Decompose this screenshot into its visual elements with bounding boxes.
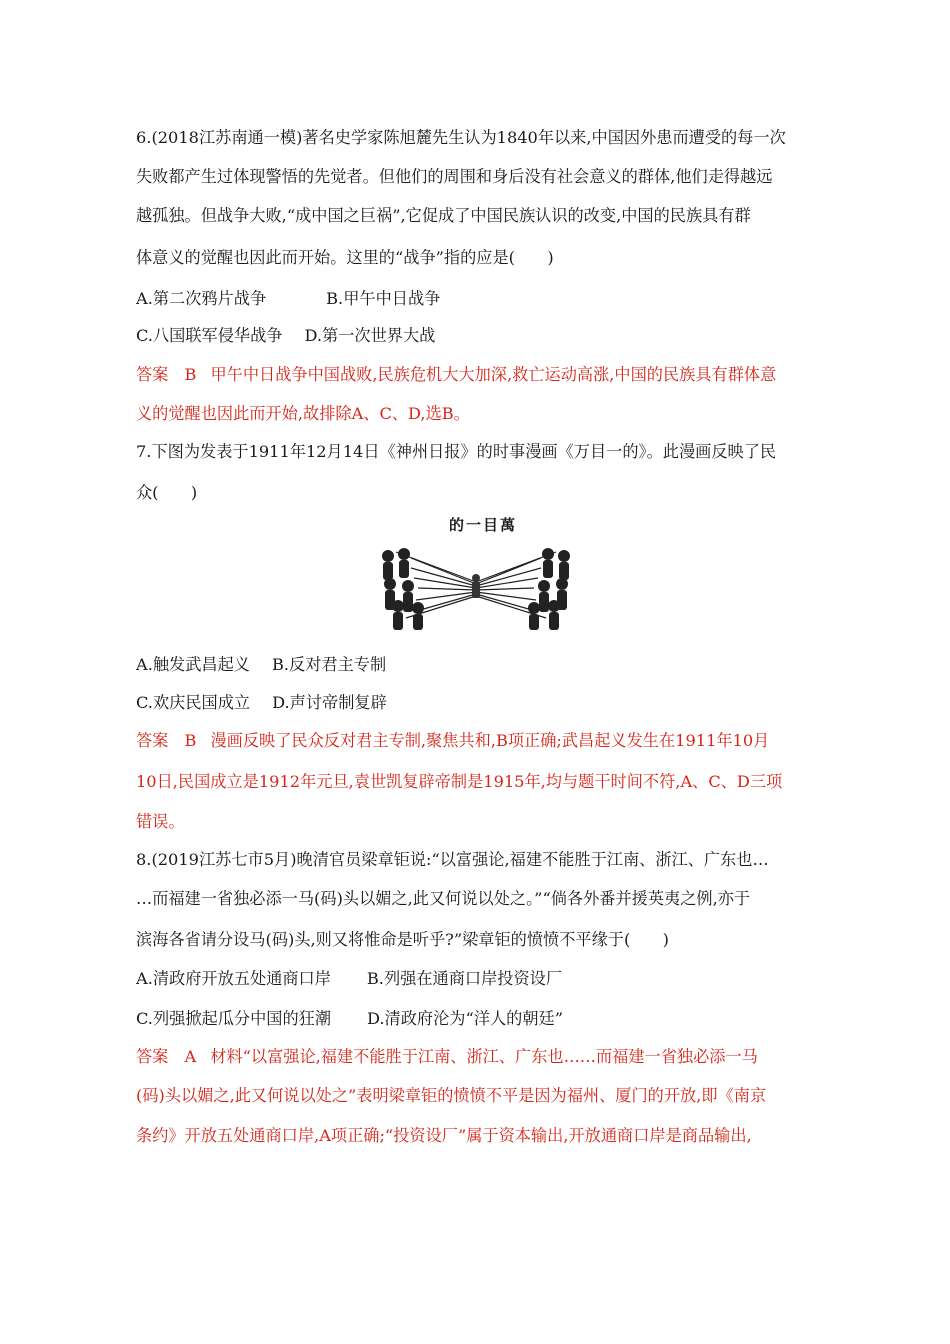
q6-option-a: A.第二次鸦片战争 [136, 289, 267, 308]
q8-option-a: A.清政府开放五处通商口岸 [136, 969, 331, 988]
q8-answer [136, 1047, 758, 1067]
q8-option-b: B.列强在通商口岸投资设厂 [366, 969, 563, 988]
q7-options-row [136, 693, 387, 713]
q8-options-row [136, 1009, 563, 1029]
answer-explanation: 漫画反映了民众反对君主专制,聚焦共和,B项正确;武昌起义发生在1911年10月 [210, 731, 770, 750]
q7-stem-line: 众( ) [136, 483, 198, 502]
q7-option-d: D.声讨帝制复辟 [272, 693, 387, 712]
q6-options-row [136, 326, 435, 346]
q7-answer-line: 错误。 [136, 812, 185, 831]
q8-stem-line: 8.(2019江苏七市5月)晚清官员梁章钜说:“以富强论,福建不能胜于江南、浙江、广东也… [136, 850, 769, 869]
q7-answer-line: 10日,民国成立是1912年元旦,袁世凯复辟帝制是1915年,均与题干时间不符,A、C、D三项 [136, 772, 783, 791]
q8-stem-line: 滨海各省请分设马(码)头,则又将惟命是听乎?”梁章钜的愤愤不平缘于( ) [136, 930, 669, 949]
q8-option-d: D.清政府沦为“洋人的朝廷” [367, 1009, 563, 1028]
q6-stem-line: 越孤独。但战争大败,“成中国之巨祸”,它促成了中国民族认识的改变,中国的民族具有群 [136, 206, 751, 225]
q8-options-row [136, 969, 562, 989]
answer-explanation: 材料“以富强论,福建不能胜于江南、浙江、广东也……而福建一省独必添一马 [210, 1047, 758, 1066]
q6-stem-line: 失败都产生过体现警悟的先觉者。但他们的周围和身后没有社会意义的群体,他们走得越远 [136, 167, 773, 186]
cartoon-illustration [376, 544, 576, 632]
q6-stem-line: 体意义的觉醒也因此而开始。这里的“战争”指的应是( ) [136, 248, 554, 267]
q8-answer-line: (码)头以媚之,此又何说以处之”表明梁章钜的愤愤不平是因为福州、厦门的开放,即《南京 [136, 1086, 767, 1105]
q8-option-c: C.列强掀起瓜分中国的狂潮 [136, 1009, 332, 1028]
q7-stem-line: 7.下图为发表于1911年12月14日《神州日报》的时事漫画《万目一的》。此漫画反映了民 [136, 442, 777, 461]
q6-stem-line: 6.(2018江苏南通一模)著名史学家陈旭麓先生认为1840年以来,中国因外患而遭受的每一次 [136, 128, 786, 147]
q6-option-d: D.第一次世界大战 [304, 326, 436, 345]
q7-answer [136, 731, 769, 751]
q6-option-b: B.甲午中日战争 [326, 289, 441, 308]
q8-stem-line: …而福建一省独必添一马(码)头以媚之,此又何说以处之。”“倘各外番并援英夷之例,亦于 [136, 889, 751, 908]
answer-label: 答案 B [136, 731, 197, 750]
q7-option-b: B.反对君主专制 [271, 655, 387, 674]
q6-answer [136, 365, 776, 385]
cartoon-title: 的一目萬 [448, 516, 517, 534]
answer-label: 答案 B [136, 365, 197, 384]
q7-option-c: C.欢庆民国成立 [136, 693, 251, 712]
q6-option-c: C.八国联军侵华战争 [136, 326, 283, 345]
q7-options-row [136, 655, 386, 675]
q6-answer-line: 义的觉醒也因此而开始,故排除A、C、D,选B。 [136, 404, 470, 423]
q6-options-row [136, 289, 440, 309]
q7-option-a: A.触发武昌起义 [136, 655, 250, 674]
answer-label: 答案 A [136, 1047, 197, 1066]
q8-answer-line: 条约》开放五处通商口岸,A项正确;“投资设厂”属于资本输出,开放通商口岸是商品输出, [136, 1126, 752, 1145]
answer-explanation: 甲午中日战争中国战败,民族危机大大加深,救亡运动高涨,中国的民族具有群体意 [210, 365, 777, 384]
